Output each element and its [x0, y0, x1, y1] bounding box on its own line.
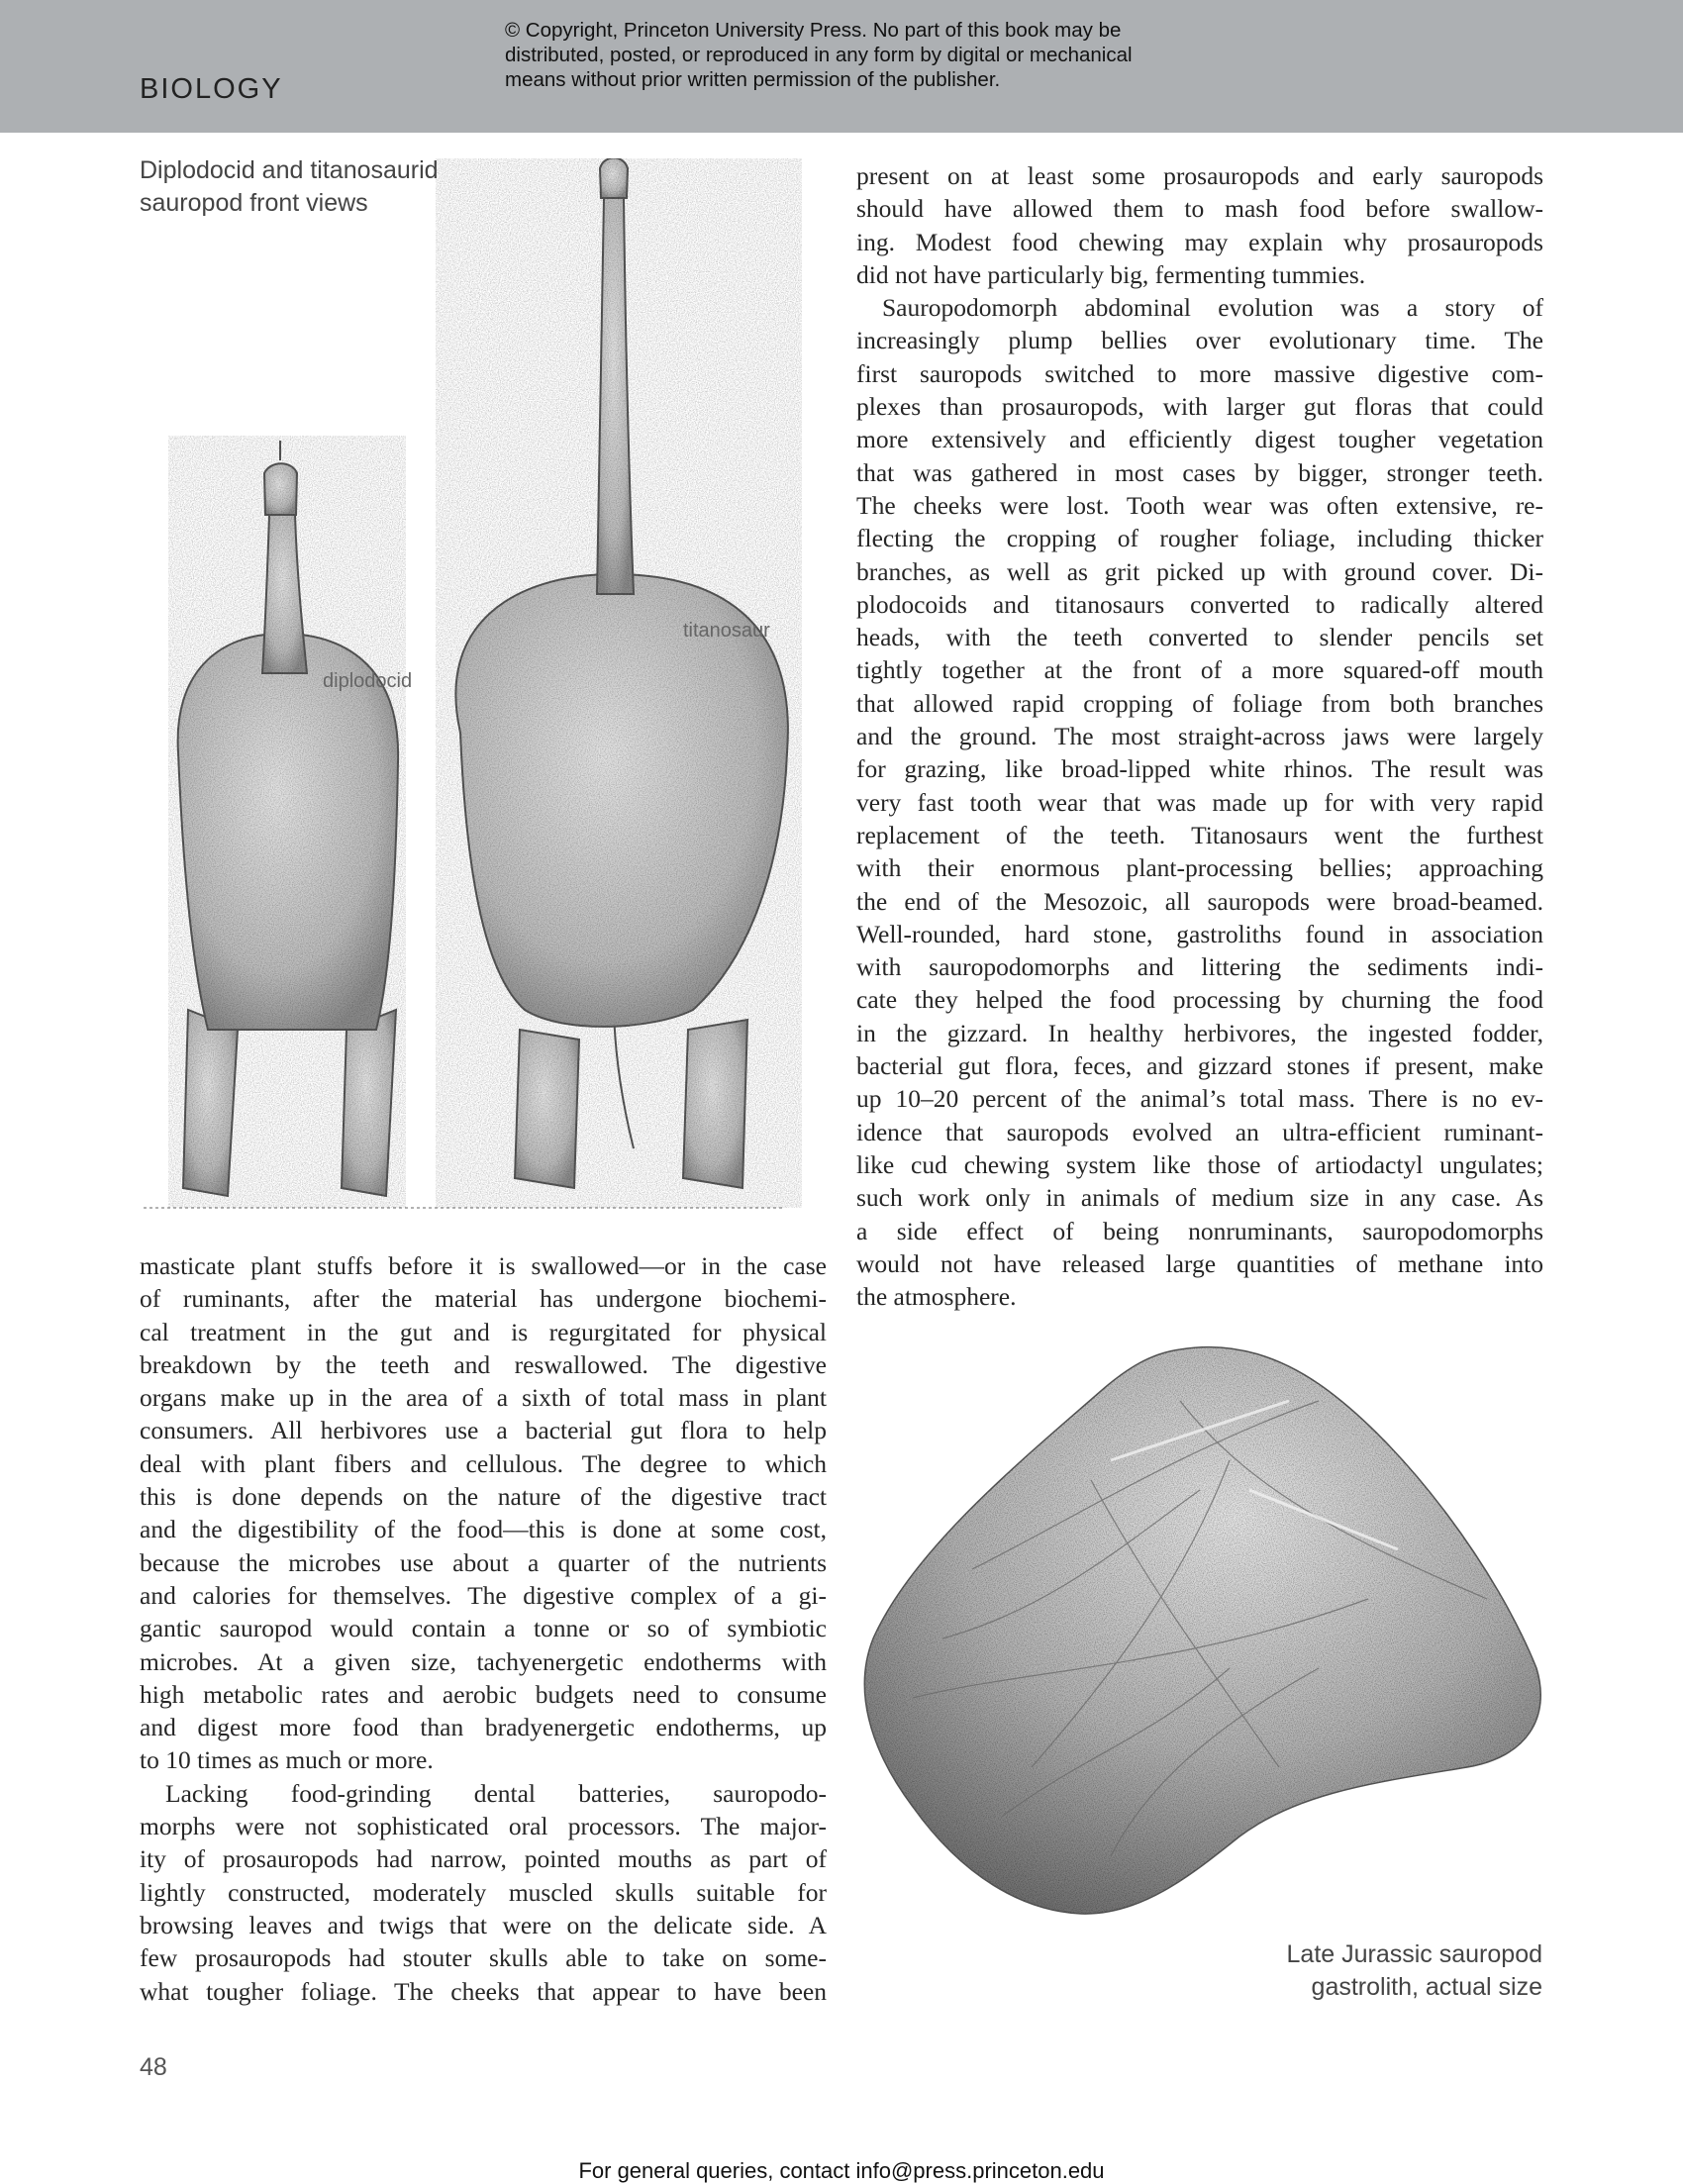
text-line: up 10–20 percent of the animal’s total mass. There is no ev-: [856, 1084, 1543, 1114]
right-column-text: [856, 159, 1543, 1313]
copyright-line: means without prior written permission of the publisher.: [505, 68, 1001, 91]
text-line: because the microbes use about a quarter of the nutrients: [140, 1547, 827, 1577]
text-line: very fast tooth wear that was made up for with very rapid: [856, 787, 1543, 817]
text-line: first sauropods switched to more massive digestive com-: [856, 358, 1543, 388]
text-line: microbes. At a given size, tachyenergetic endotherms with: [140, 1646, 827, 1676]
text-line: plodocoids and titanosaurs converted to radically altered: [856, 589, 1543, 619]
text-line: Sauropodomorph abdominal evolution was a story of: [882, 293, 1543, 323]
header-band: [0, 0, 1683, 133]
text-line: of ruminants, after the material has undergone biochemi-: [140, 1284, 827, 1314]
text-line: such work only in animals of medium size in any case. As: [856, 1183, 1543, 1213]
sauropod-front-views-illustration: [139, 158, 832, 1228]
text-line: a side effect of being nonruminants, sauropodomorphs: [856, 1216, 1543, 1245]
label-diplodocid: diplodocid: [323, 670, 413, 692]
text-line: with their enormous plant-processing bellies; approaching: [856, 853, 1543, 883]
text-line: that allowed rapid cropping of foliage from both branches: [856, 688, 1543, 718]
text-line: and digest more food than bradyenergetic endotherms, up: [140, 1713, 827, 1742]
page-number: 48: [140, 2053, 167, 2081]
text-line: cal treatment in the gut and is regurgitated for physical: [140, 1317, 827, 1346]
text-line: to 10 times as much or more.: [140, 1745, 434, 1775]
text-line: in the gizzard. In healthy herbivores, the ingested fodder,: [856, 1018, 1543, 1047]
text-line: replacement of the teeth. Titanosaurs went the furthest: [856, 820, 1543, 849]
text-line: high metabolic rates and aerobic budgets need to consume: [140, 1679, 827, 1709]
copyright-notice: [505, 18, 1218, 92]
text-line: masticate plant stuffs before it is swallowed—or in the case: [140, 1251, 827, 1280]
text-line: idence that sauropods evolved an ultra-efficient ruminant-: [856, 1117, 1543, 1146]
text-line: flecting the cropping of rougher foliage, including thicker: [856, 524, 1543, 553]
text-line: heads, with the teeth converted to slender pencils set: [856, 623, 1543, 652]
label-titanosaur: titanosaur: [683, 620, 770, 642]
text-line: would not have released large quantities of methane into: [856, 1248, 1543, 1278]
text-line: for grazing, like broad-lipped white rhinos. The result was: [856, 754, 1543, 784]
text-line: The cheeks were lost. Tooth wear was often extensive, re-: [856, 490, 1543, 520]
caption-line: Late Jurassic sauropod: [1286, 1940, 1542, 1968]
text-line: deal with plant fibers and cellulous. The degree to which: [140, 1448, 827, 1478]
gastrolith-illustration: [853, 1341, 1546, 1926]
caption-line: gastrolith, actual size: [1311, 1973, 1542, 2001]
text-line: like cud chewing system like those of artiodactyl ungulates;: [856, 1149, 1543, 1179]
text-line: breakdown by the teeth and reswallowed. The digestive: [140, 1349, 827, 1379]
text-line: with sauropodomorphs and littering the sediments indi-: [856, 952, 1543, 982]
titanosaur-stipple-texture: [436, 158, 802, 1208]
text-line: Well-rounded, hard stone, gastroliths found in association: [856, 919, 1543, 948]
text-line: few prosauropods had stouter skulls able to take on some-: [140, 1943, 827, 1973]
text-line: browsing leaves and twigs that were on the delicate side. A: [140, 1910, 827, 1939]
text-line: and the digestibility of the food—this is done at some cost,: [140, 1515, 827, 1544]
text-line: increasingly plump bellies over evolutionary time. The: [856, 326, 1543, 355]
section-label: BIOLOGY: [140, 73, 283, 105]
text-line: present on at least some prosauropods and early sauropods: [856, 161, 1543, 190]
left-column-text: [140, 1249, 827, 2008]
text-line: did not have particularly big, fermenting tummies.: [856, 259, 1366, 289]
text-line: plexes than prosauropods, with larger gut floras that could: [856, 392, 1543, 422]
caption-line: sauropod front views: [140, 189, 368, 217]
footer-contact: For general queries, contact info@press.princeton.edu: [578, 2158, 1105, 2183]
text-line: bacterial gut flora, feces, and gizzard stones if present, make: [856, 1051, 1543, 1081]
text-line: morphs were not sophisticated oral processors. The major-: [140, 1812, 827, 1841]
text-line: the atmosphere.: [856, 1282, 1017, 1312]
text-line: and calories for themselves. The digestive complex of a gi-: [140, 1580, 827, 1610]
text-line: lightly constructed, moderately muscled skulls suitable for: [140, 1877, 827, 1907]
copyright-line: © Copyright, Princeton University Press. No part of this book may be: [505, 19, 1122, 42]
text-line: organs make up in the area of a sixth of total mass in plant: [140, 1383, 827, 1413]
text-line: the end of the Mesozoic, all sauropods were broad-beamed.: [856, 886, 1543, 916]
text-line: gantic sauropod would contain a tonne or so of symbiotic: [140, 1614, 827, 1643]
text-line: this is done depends on the nature of the digestive tract: [140, 1482, 827, 1512]
figure-caption-gastrolith: [1287, 1938, 1542, 2004]
text-line: consumers. All herbivores use a bacterial gut flora to help: [140, 1416, 827, 1445]
text-line: cate they helped the food processing by churning the food: [856, 985, 1543, 1015]
text-line: more extensively and efficiently digest tougher vegetation: [856, 425, 1543, 454]
text-line: ity of prosauropods had narrow, pointed mouths as part of: [140, 1844, 827, 1874]
text-line: and the ground. The most straight-across jaws were largely: [856, 722, 1543, 751]
text-line: what tougher foliage. The cheeks that appear to have been: [140, 1976, 827, 2006]
text-line: branches, as well as grit picked up with ground cover. Di-: [856, 556, 1543, 586]
text-line: tightly together at the front of a more squared-off mouth: [856, 655, 1543, 685]
text-line: Lacking food-grinding dental batteries, sauropodo-: [165, 1778, 827, 1808]
text-line: should have allowed them to mash food before swallow-: [856, 194, 1543, 224]
copyright-line: distributed, posted, or reproduced in any form by digital or mechanical: [505, 44, 1133, 66]
caption-line: Diplodocid and titanosaurid: [140, 156, 439, 184]
text-line: ing. Modest food chewing may explain why prosauropods: [856, 227, 1543, 256]
diplodocid-stipple-texture: [168, 436, 406, 1208]
text-line: that was gathered in most cases by bigger, stronger teeth.: [856, 457, 1543, 487]
